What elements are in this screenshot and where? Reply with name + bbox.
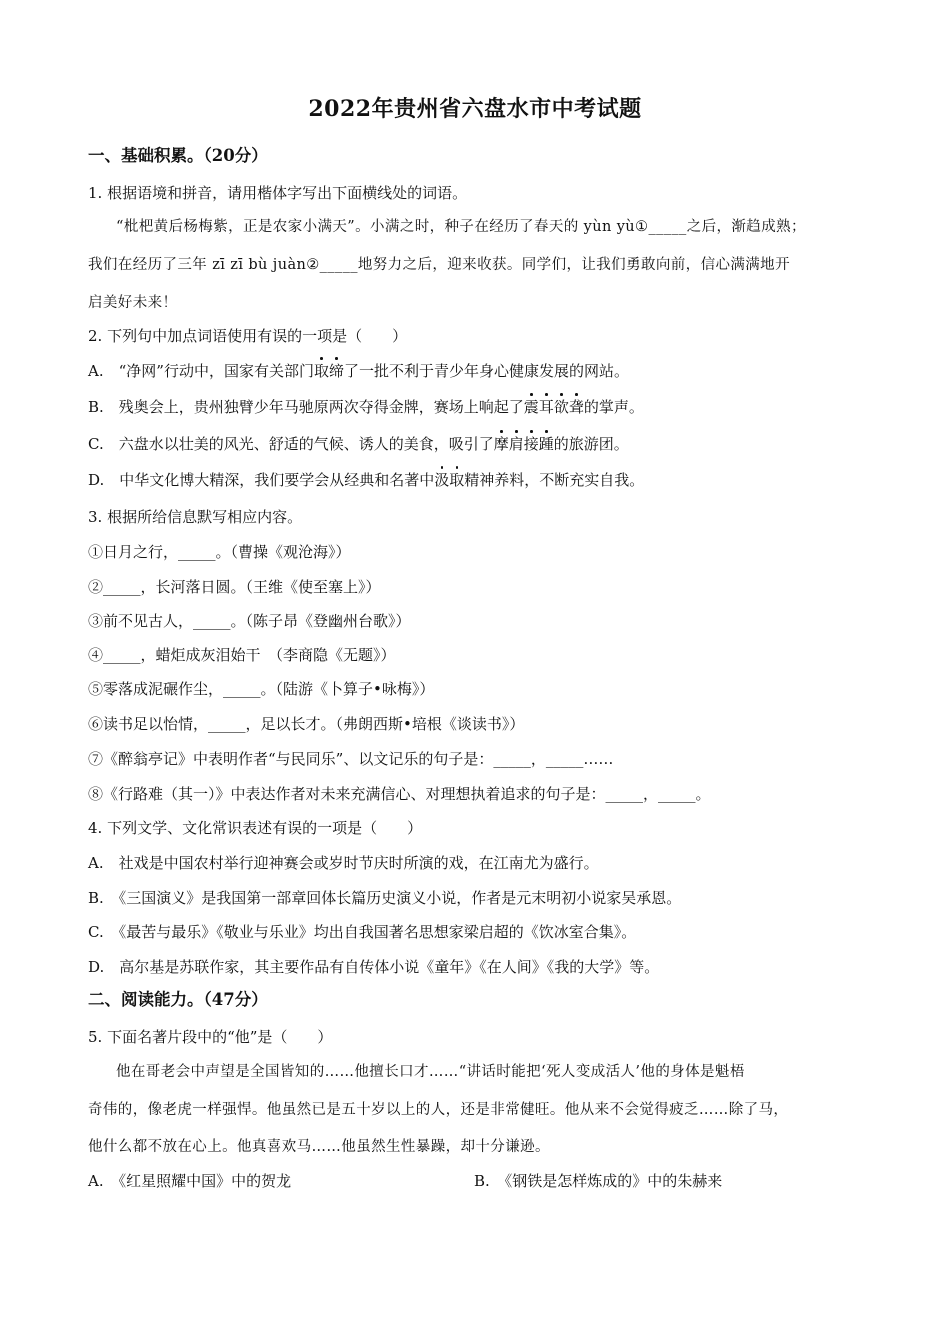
q2-option-a-dotted-word bbox=[314, 362, 344, 380]
q2-option-b-text-post: 的掌声。 bbox=[583, 398, 644, 416]
q3-item-6: ⑥读书足以怡情，_____，足以长才。（弗朗西斯•培根《谈读书》） bbox=[88, 715, 525, 733]
q4-option-d: D. 高尔基是苏联作家，其主要作品有自传体小说《童年》《在人间》《我的大学》等。 bbox=[88, 958, 660, 976]
q2-option-b-dotted-word bbox=[524, 398, 584, 416]
emphasis-char: 耳 bbox=[538, 398, 554, 416]
emphasis-char: 欲 bbox=[553, 398, 569, 416]
q4-option-c: C. 《最苦与最乐》《敬业与乐业》均出自我国著名思想家梁启超的《饮冰室合集》。 bbox=[88, 923, 637, 941]
page-title: 2022年贵州省六盘水市中考试题 bbox=[308, 96, 642, 122]
q2-option-a-text-pre: A. “净网”行动中，国家有关部门 bbox=[88, 362, 314, 380]
q2-option-c-dotted-word bbox=[494, 435, 554, 453]
q5-option-b: B. 《钢铁是怎样炼成的》中的朱赫来 bbox=[474, 1172, 723, 1190]
q5-option-a: A. 《红星照耀中国》中的贺龙 bbox=[88, 1172, 292, 1190]
q3-item-5: ⑤零落成泥碾作尘，_____。（陆游《卜算子•咏梅》） bbox=[88, 680, 435, 698]
emphasis-char: 缔 bbox=[328, 362, 344, 380]
q2-option-d-text-post: 精神养料，不断充实自我。 bbox=[464, 471, 645, 489]
q5-passage-line-2: 奇伟的，像老虎一样强悍。他虽然已是五十岁以上的人，还是非常健旺。他从来不会觉得疲乏……除了马， bbox=[88, 1102, 789, 1118]
q4-option-a: A. 社戏是中国农村举行迎神赛会或岁时节庆时所演的戏，在江南尤为盛行。 bbox=[88, 854, 599, 872]
q2-option-c-text-pre: C. 六盘水以壮美的风光、舒适的气候、诱人的美食，吸引了 bbox=[88, 435, 494, 453]
section-heading-1: 一、基础积累。（20分） bbox=[88, 146, 268, 165]
emphasis-char: 聋 bbox=[568, 398, 584, 416]
q2-option-c bbox=[88, 434, 629, 454]
q3-item-2: ②_____，长河落日圆。（王维《使至塞上》） bbox=[88, 578, 381, 596]
q2-option-b-text-pre: B. 残奥会上，贵州独臂少年马驰原两次夺得金牌，赛场上响起了 bbox=[88, 398, 524, 416]
q5-passage-line-1: 他在哥老会中声望是全国皆知的……他擅长口才……“讲话时能把‘死人变成活人’他的身体是魁梧 bbox=[116, 1064, 745, 1080]
q2-option-a bbox=[88, 361, 629, 381]
q4-option-b: B. 《三国演义》是我国第一部章回体长篇历史演义小说，作者是元末明初小说家吴承恩。 bbox=[88, 889, 682, 907]
q3-item-3: ③前不见古人，_____。（陈子昂《登幽州台歌》） bbox=[88, 612, 411, 630]
emphasis-char: 汲 bbox=[434, 471, 450, 489]
q2-option-b bbox=[88, 397, 644, 417]
q3-item-7: ⑦《醉翁亭记》中表明作者“与民同乐”、以文记乐的句子是：_____，_____…… bbox=[88, 750, 614, 768]
section-heading-2: 二、阅读能力。（47分） bbox=[88, 990, 268, 1009]
q2-option-d bbox=[88, 470, 644, 490]
emphasis-char: 震 bbox=[523, 398, 539, 416]
q4-stem: 4. 下列文学、文化常识表述有误的一项是（ ） bbox=[88, 819, 423, 837]
q2-option-d-dotted-word bbox=[434, 471, 464, 489]
q3-item-8: ⑧《行路难（其一）》中表达作者对未来充满信心、对理想执着追求的句子是：_____，_____。 bbox=[88, 785, 711, 803]
emphasis-char: 踵 bbox=[538, 435, 554, 453]
q5-passage-line-3: 他什么都不放在心上。他真喜欢马……他虽然生性暴躁，却十分谦逊。 bbox=[88, 1139, 550, 1155]
emphasis-char: 取 bbox=[313, 362, 329, 380]
q5-stem: 5. 下面名著片段中的“他”是（ ） bbox=[88, 1028, 333, 1046]
q2-stem: 2. 下列句中加点词语使用有误的一项是（ ） bbox=[88, 327, 408, 345]
q3-stem: 3. 根据所给信息默写相应内容。 bbox=[88, 508, 303, 526]
q1-passage-line-1: “枇杷黄后杨梅紫，正是农家小满天”。小满之时，种子在经历了春天的 yùn yù①_____之后，渐趋成熟； bbox=[116, 219, 806, 235]
q3-item-1: ①日月之行，_____。（曹操《观沧海》） bbox=[88, 543, 351, 561]
q1-passage-line-2: 我们在经历了三年 zī zī bù juàn②_____地努力之后，迎来收获。同学们，让我们勇敢向前，信心满满地开 bbox=[88, 257, 790, 273]
q2-option-a-text-post: 了一批不利于青少年身心健康发展的网站。 bbox=[343, 362, 629, 380]
emphasis-char: 取 bbox=[449, 471, 465, 489]
emphasis-char: 接 bbox=[523, 435, 539, 453]
emphasis-char: 摩 bbox=[493, 435, 509, 453]
q2-option-c-text-post: 的旅游团。 bbox=[553, 435, 629, 453]
q1-stem: 1. 根据语境和拼音，请用楷体字写出下面横线处的词语。 bbox=[88, 184, 468, 202]
q3-item-4: ④_____，蜡炬成灰泪始干 （李商隐《无题》） bbox=[88, 646, 396, 664]
emphasis-char: 肩 bbox=[508, 435, 524, 453]
q2-option-d-text-pre: D. 中华文化博大精深，我们要学会从经典和名著中 bbox=[88, 471, 435, 489]
q1-passage-line-3: 启美好未来！ bbox=[88, 295, 178, 311]
